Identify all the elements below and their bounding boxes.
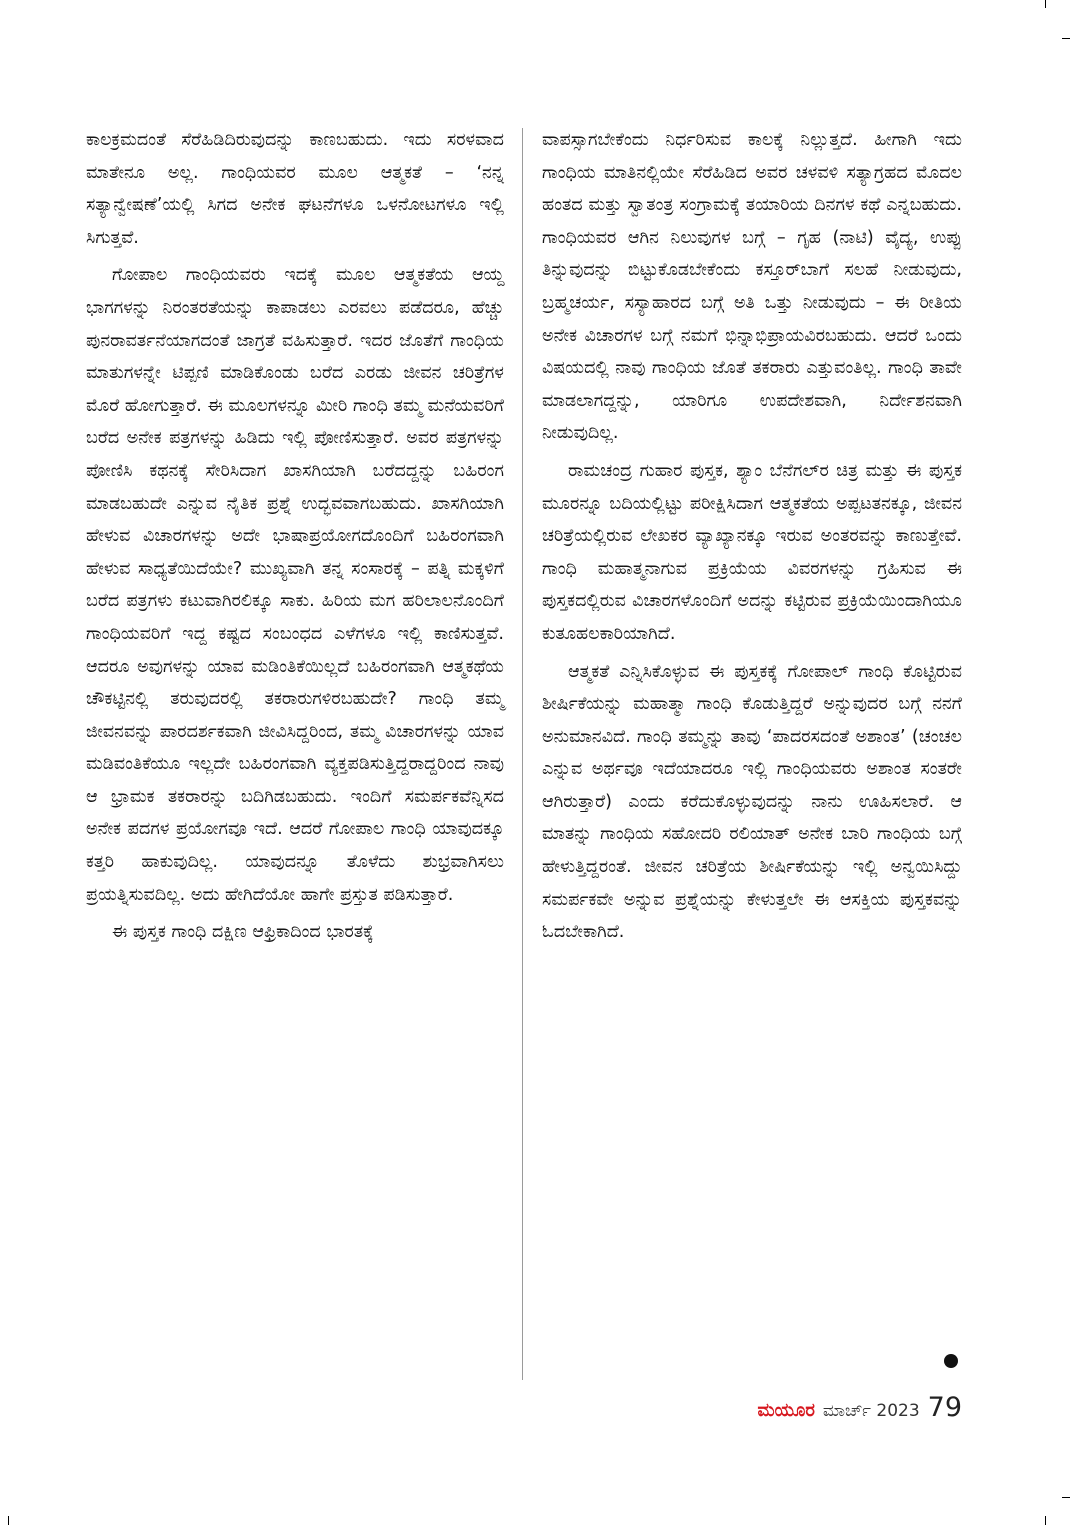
column-divider — [522, 128, 523, 1380]
paragraph: ಆತ್ಮಕತೆ ಎನ್ನಿಸಿಕೊಳ್ಳುವ ಈ ಪುಸ್ತಕಕ್ಕೆ ಗೋಪಾಲ್ ಗಾಂಧಿ ಕೊಟ್ಟಿರುವ ಶೀರ್ಷಿಕೆಯನ್ನು ಮಹಾತ್ಮಾ ಗಾಂಧಿ ಕೊಡುತ್ತಿದ್ದರೆ ಅನ್ನುವುದರ ಬಗ್ಗೆ ನನಗೆ ಅನುಮಾನವಿದೆ. ಗಾಂಧಿ ತಮ್ಮನ್ನು ತಾವು ‘ಪಾದರಸದಂತೆ ಅಶಾಂತ’ (ಚಂಚಲ ಎನ್ನುವ ಅರ್ಥವೂ ಇದೆಯಾದರೂ ಇಲ್ಲಿ ಗಾಂಧಿಯವರು ಅಶಾಂತ ಸಂತರೇ ಆಗಿರುತ್ತಾರೆ) ಎಂದು ಕರೆದುಕೊಳ್ಳುವುದನ್ನು ನಾನು ಊಹಿಸಲಾರೆ. ಆ ಮಾತನ್ನು ಗಾಂಧಿಯ ಸಹೋದರಿ ರಲಿಯಾತ್ ಅನೇಕ ಬಾರಿ ಗಾಂಧಿಯ ಬಗ್ಗೆ ಹೇಳುತ್ತಿದ್ದರಂತೆ. ಜೀವನ ಚರಿತ್ರೆಯ ಶೀರ್ಷಿಕೆಯನ್ನು ಇಲ್ಲಿ ಅನ್ವಯಿಸಿದ್ದು ಸಮರ್ಪಕವೇ ಅನ್ನುವ ಪ್ರಶ್ನೆಯನ್ನು ಕೇಳುತ್ತಲೇ ಈ ಆಸಕ್ತಿಯ ಪುಸ್ತಕವನ್ನು ಓದಬೇಕಾಗಿದೆ. — [542, 661, 962, 943]
crop-mark — [1045, 0, 1046, 8]
crop-mark — [1062, 1497, 1070, 1498]
magazine-name: ಮಯೂರ — [757, 1400, 815, 1421]
crop-mark — [1062, 38, 1070, 39]
paragraph: ಈ ಪುಸ್ತಕ ಗಾಂಧಿ ದಕ್ಷಿಣ ಆಫ್ರಿಕಾದಿಂದ ಭಾರತಕ್ಕೆ — [112, 922, 374, 943]
paragraph: ಗೋಪಾಲ ಗಾಂಧಿಯವರು ಇದಕ್ಕೆ ಮೂಲ ಆತ್ಮಕತೆಯ ಆಯ್ದ ಭಾಗಗಳನ್ನು ನಿರಂತರತೆಯನ್ನು ಕಾಪಾಡಲು ಎರವಲು ಪಡೆದರೂ, ಹೆಚ್ಚು ಪುನರಾವರ್ತನೆಯಾಗದಂತೆ ಜಾಗ್ರತೆ ವಹಿಸುತ್ತಾರೆ. ಇದರ ಜೊತೆಗೆ ಗಾಂಧಿಯ ಮಾತುಗಳನ್ನೇ ಟಿಪ್ಪಣಿ ಮಾಡಿಕೊಂಡು ಬರೆದ ಎರಡು ಜೀವನ ಚರಿತ್ರೆಗಳ ಮೊರೆ ಹೋಗುತ್ತಾರೆ. ಈ ಮೂಲಗಳನ್ನೂ ಮೀರಿ ಗಾಂಧಿ ತಮ್ಮ ಮನೆಯವರಿಗೆ ಬರೆದ ಅನೇಕ ಪತ್ರಗಳನ್ನು ಹಿಡಿದು ಇಲ್ಲಿ ಪೋಣಿಸುತ್ತಾರೆ. ಅವರ ಪತ್ರಗಳನ್ನು ಪೋಣಿಸಿ ಕಥನಕ್ಕೆ ಸೇರಿಸಿದಾಗ ಖಾಸಗಿಯಾಗಿ ಬರೆದದ್ದನ್ನು ಬಹಿರಂಗ ಮಾಡಬಹುದೇ ಎನ್ನುವ ನೈತಿಕ ಪ್ರಶ್ನೆ ಉದ್ಭವವಾಗಬಹುದು. ಖಾಸಗಿಯಾಗಿ ಹೇಳುವ ವಿಚಾರಗಳನ್ನು ಅದೇ ಭಾಷಾಪ್ರಯೋಗದೊಂದಿಗೆ ಬಹಿರಂಗವಾಗಿ ಹೇಳುವ ಸಾಧ್ಯತೆಯಿದೆಯೇ? ಮುಖ್ಯವಾಗಿ ತನ್ನ ಸಂಸಾರಕ್ಕೆ – ಪತ್ನಿ ಮಕ್ಕಳಿಗೆ ಬರೆದ ಪತ್ರಗಳು ಕಟುವಾಗಿರಲಿಕ್ಕೂ ಸಾಕು. ಹಿರಿಯ ಮಗ ಹರಿಲಾಲನೊಂದಿಗೆ ಗಾಂಧಿಯವರಿಗೆ ಇದ್ದ ಕಷ್ಟದ ಸಂಬಂಧದ ಎಳೆಗಳೂ ಇಲ್ಲಿ ಕಾಣಿಸುತ್ತವೆ. ಆದರೂ ಅವುಗಳನ್ನು ಯಾವ ಮಡಿಂತಿಕೆಯಿಲ್ಲದೆ ಬಹಿರಂಗವಾಗಿ ಆತ್ಮಕಥೆಯ ಚೌಕಟ್ಟಿನಲ್ಲಿ ತರುವುದರಲ್ಲಿ ತಕರಾರುಗಳಿರಬಹುದೇ? ಗಾಂಧಿ ತಮ್ಮ ಜೀವನವನ್ನು ಪಾರದರ್ಶಕವಾಗಿ ಜೀವಿಸಿದ್ದರಿಂದ, ತಮ್ಮ ವಿಚಾರಗಳನ್ನು ಯಾವ ಮಡಿವಂತಿಕೆಯೂ ಇಲ್ಲದೇ ಬಹಿರಂಗವಾಗಿ ವ್ಯಕ್ತಪಡಿಸುತ್ತಿದ್ದರಾದ್ದರಿಂದ ನಾವು ಆ ಭ್ರಾಮಕ ತಕರಾರನ್ನು ಬದಿಗಿಡಬಹುದು. ಇಂದಿಗೆ ಸಮರ್ಪಕವೆನ್ನಿಸದ ಅನೇಕ ಪದಗಳ ಪ್ರಯೋಗವೂ ಇದೆ. ಆದರೆ ಗೋಪಾಲ ಗಾಂಧಿ ಯಾವುದಕ್ಕೂ ಕತ್ತರಿ ಹಾಕುವುದಿಲ್ಲ. ಯಾವುದನ್ನೂ ತೊಳೆದು ಶುಭ್ರವಾಗಿಸಲು ಪ್ರಯತ್ನಿಸುವದಿಲ್ಲ. ಅದು ಹೇಗಿದೆಯೋ ಹಾಗೇ ಪ್ರಸ್ತುತ ಪಡಿಸುತ್ತಾರೆ. — [86, 265, 504, 905]
issue-date: ಮಾರ್ಚ್ 2023 — [822, 1401, 920, 1421]
crop-mark — [8, 1516, 9, 1525]
page-number: 79 — [927, 1392, 962, 1423]
paragraph: ರಾಮಚಂದ್ರ ಗುಹಾರ ಪುಸ್ತಕ, ಶ್ಯಾಂ ಬೆನೆಗಲ್‌ರ ಚಿತ್ರ ಮತ್ತು ಈ ಪುಸ್ತಕ ಮೂರನ್ನೂ ಬದಿಯಲ್ಲಿಟ್ಟು ಪರೀಕ್ಷಿಸಿದಾಗ ಆತ್ಮಕತೆಯ ಅಪ್ಪಟತನಕ್ಕೂ, ಜೀವನ ಚರಿತ್ರೆಯಲ್ಲಿರುವ ಲೇಖಕರ ವ್ಯಾಖ್ಯಾನಕ್ಕೂ ಇರುವ ಅಂತರವನ್ನು ಕಾಣುತ್ತೇವೆ. ಗಾಂಧಿ ಮಹಾತ್ಮನಾಗುವ ಪ್ರಕ್ರಿಯೆಯ ವಿವರಗಳನ್ನು ಗ್ರಹಿಸುವ ಈ ಪುಸ್ತಕದಲ್ಲಿರುವ ವಿಚಾರಗಳೊಂದಿಗೆ ಅದನ್ನು ಕಟ್ಟಿರುವ ಪ್ರಕ್ರಿಯೆಯಿಂದಾಗಿಯೂ ಕುತೂಹಲಕಾರಿಯಾಗಿದೆ. — [542, 460, 962, 644]
left-column — [86, 124, 504, 954]
right-column — [542, 124, 962, 954]
crop-mark — [1045, 1516, 1046, 1525]
paragraph: ವಾಪಸ್ಸಾಗಬೇಕೆಂದು ನಿರ್ಧರಿಸುವ ಕಾಲಕ್ಕೆ ನಿಲ್ಲುತ್ತದೆ. ಹೀಗಾಗಿ ಇದು ಗಾಂಧಿಯ ಮಾತಿನಲ್ಲಿಯೇ ಸೆರೆಹಿಡಿದ ಅವರ ಚಳವಳಿ ಸತ್ಯಾಗ್ರಹದ ಮೊದಲ ಹಂತದ ಮತ್ತು ಸ್ವಾತಂತ್ರ ಸಂಗ್ರಾಮಕ್ಕೆ ತಯಾರಿಯ ದಿನಗಳ ಕಥೆ ಎನ್ನಬಹುದು. ಗಾಂಧಿಯವರ ಆಗಿನ ನಿಲುವುಗಳ ಬಗ್ಗೆ – ಗೃಹ (ನಾಟಿ) ವೈದ್ಯ, ಉಪ್ಪು ತಿನ್ನುವುದನ್ನು ಬಿಟ್ಟುಕೊಡಬೇಕೆಂದು ಕಸ್ತೂರ್‌ಬಾಗೆ ಸಲಹೆ ನೀಡುವುದು, ಬ್ರಹ್ಮಚರ್ಯ, ಸಸ್ಯಾಹಾರದ ಬಗ್ಗೆ ಅತಿ ಒತ್ತು ನೀಡುವುದು – ಈ ರೀತಿಯ ಅನೇಕ ವಿಚಾರಗಳ ಬಗ್ಗೆ ನಮಗೆ ಭಿನ್ನಾಭಿಪ್ರಾಯವಿರಬಹುದು. ಆದರೆ ಒಂದು ವಿಷಯದಲ್ಲಿ ನಾವು ಗಾಂಧಿಯ ಜೊತೆ ತಕರಾರು ಎತ್ತುವಂತಿಲ್ಲ. ಗಾಂಧಿ ತಾವೇ ಮಾಡಲಾಗದ್ದನ್ನು, ಯಾರಿಗೂ ಉಪದೇಶವಾಗಿ, ನಿರ್ದೇಶನವಾಗಿ ನೀಡುವುದಿಲ್ಲ. — [542, 130, 962, 444]
page-footer — [757, 1392, 962, 1423]
paragraph: ಕಾಲಕ್ರಮದಂತೆ ಸೆರೆಹಿಡಿದಿರುವುದನ್ನು ಕಾಣಬಹುದು. ಇದು ಸರಳವಾದ ಮಾತೇನೂ ಅಲ್ಲ. ಗಾಂಧಿಯವರ ಮೂಲ ಆತ್ಮಕತೆ – ‘ನನ್ನ ಸತ್ಯಾನ್ವೇಷಣೆ’ಯಲ್ಲಿ ಸಿಗದ ಅನೇಕ ಘಟನೆಗಳೂ ಒಳನೋಟಗಳೂ ಇಲ್ಲಿ ಸಿಗುತ್ತವೆ. — [86, 130, 504, 248]
end-of-article-bullet-icon — [944, 1354, 958, 1368]
